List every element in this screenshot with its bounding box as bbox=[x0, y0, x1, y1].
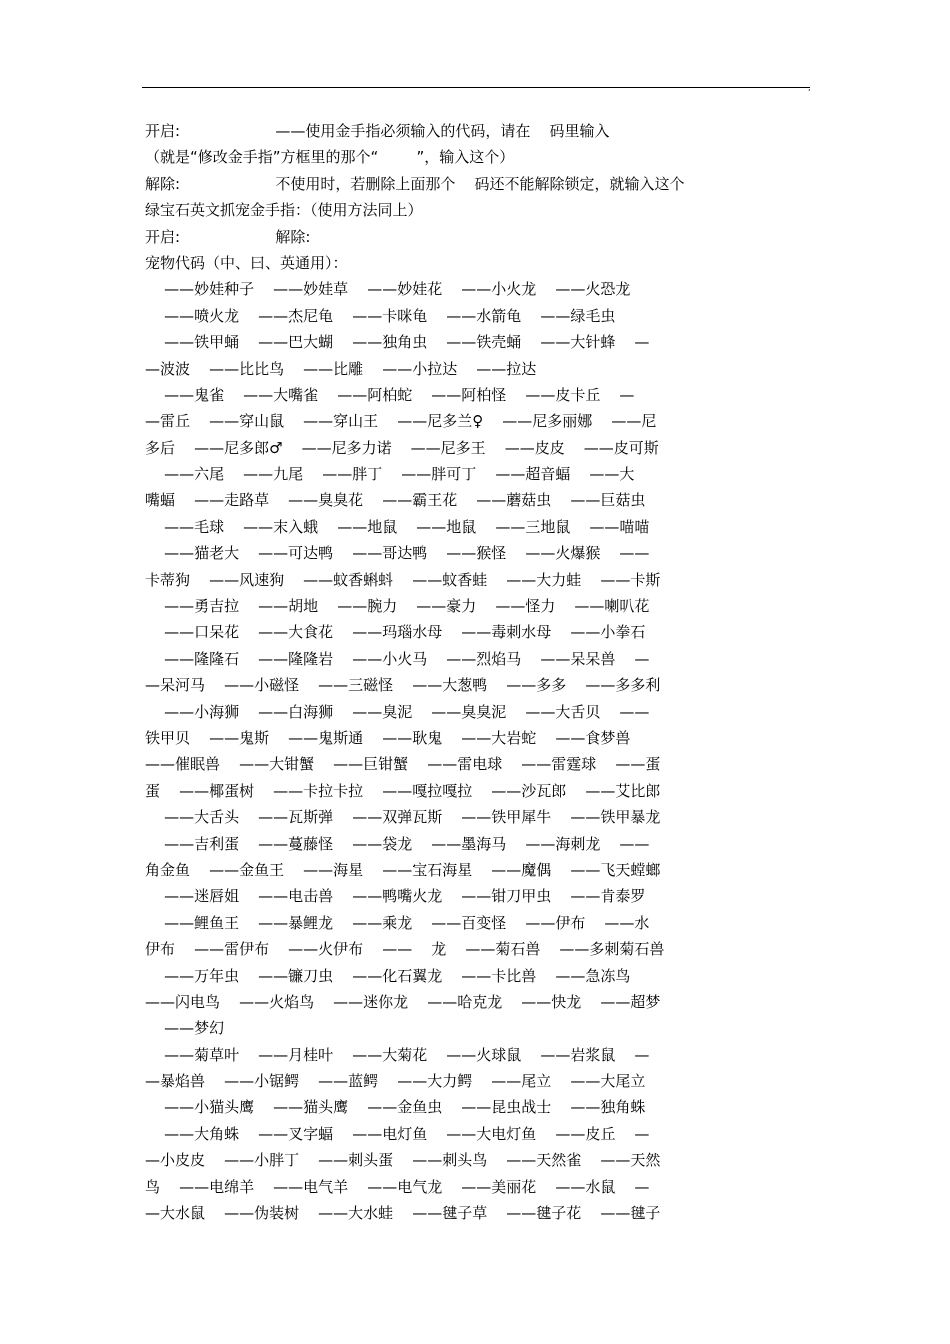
text-line-content: 蛋 ——椰蛋树 ——卡拉卡拉 ——嘎拉嘎拉 ——沙瓦郎 ——艾比郎 bbox=[145, 781, 661, 800]
text-line-content: 绿宝石英文抓宠金手指：（使用方法同上） bbox=[145, 201, 423, 220]
text-line-content: ——菊草叶 ——月桂叶 ——大菊花 ——火球鼠 ——岩浆鼠 — bbox=[145, 1045, 650, 1064]
text-line bbox=[145, 1068, 810, 1094]
text-line bbox=[145, 804, 810, 830]
text-line bbox=[145, 1147, 810, 1173]
text-line bbox=[145, 461, 810, 487]
text-line bbox=[145, 171, 810, 197]
text-line-content: 鸟 ——电绵羊 ——电气羊 ——电气龙 ——美丽花 ——水鼠 — bbox=[145, 1177, 650, 1196]
text-line-content: ——猫老大 ——可达鸭 ——哥达鸭 ——猴怪 ——火爆猴 —— bbox=[145, 544, 650, 563]
header-rule bbox=[142, 87, 810, 88]
text-line-content: ——小猫头鹰 ——猫头鹰 ——金鱼虫 ——昆虫战士 ——独角蛛 bbox=[145, 1098, 646, 1117]
text-line-content: 卡蒂狗 ——风速狗 ——蚊香蝌蚪 ——蚊香蛙 ——大力蛙 ——卡斯 bbox=[145, 570, 661, 589]
text-line bbox=[145, 197, 810, 223]
text-line-content: （就是“修改金手指”方框里的那个“ ”，输入这个） bbox=[145, 148, 515, 167]
text-line bbox=[145, 356, 810, 382]
text-line-content: 角金鱼 ——金鱼王 ——海星 ——宝石海星 ——魔偶 ——飞天螳螂 bbox=[145, 860, 661, 879]
text-line-content: ——隆隆石 ——隆隆岩 ——小火马 ——烈焰马 ——呆呆兽 — bbox=[145, 649, 650, 668]
text-line-content: 开启: ——使用金手指必须输入的代码，请在 码里输入 bbox=[145, 122, 610, 140]
text-line-content: 宠物代码（中、曰、英通用）： bbox=[145, 253, 348, 272]
text-line-content: 解除: 不使用时，若删除上面那个 码还不能解除锁定，就输入这个 bbox=[145, 174, 685, 193]
text-line bbox=[145, 989, 810, 1015]
text-line-content: ——勇吉拉 ——胡地 ——腕力 ——豪力 ——怪力 ——喇叭花 bbox=[145, 597, 650, 616]
text-line-content: ——鬼雀 ——大嘴雀 ——阿柏蛇 ——阿柏怪 ——皮卡丘 — bbox=[145, 385, 635, 404]
text-line bbox=[145, 118, 810, 144]
text-line bbox=[145, 567, 810, 593]
text-line-content: ——六尾 ——九尾 ——胖丁 ——胖可丁 ——超音蝠 ——大 bbox=[145, 465, 635, 484]
text-line-content: ——鲤鱼王 ——暴鲤龙 ——乘龙 ——百变怪 ——伊布 ——水 bbox=[145, 913, 650, 932]
text-line-content: 开启: 解除: bbox=[145, 227, 311, 246]
text-line-content: ——闪电鸟 ——火焰鸟 ——迷你龙 ——哈克龙 ——快龙 ——超梦 bbox=[145, 992, 661, 1011]
text-line bbox=[145, 751, 810, 777]
text-line bbox=[145, 725, 810, 751]
text-line bbox=[145, 593, 810, 619]
text-line bbox=[145, 619, 810, 645]
text-line bbox=[145, 435, 810, 461]
text-line bbox=[145, 1200, 810, 1226]
text-line bbox=[145, 487, 810, 513]
text-line bbox=[145, 1094, 810, 1120]
text-line-content: 铁甲贝 ——鬼斯 ——鬼斯通 ——耿鬼 ——大岩蛇 ——食梦兽 bbox=[145, 728, 631, 747]
text-line-content: —雷丘 ——穿山鼠 ——穿山王 ——尼多兰♀ ——尼多丽娜 ——尼 bbox=[145, 412, 657, 431]
header-rule-mark: , bbox=[808, 83, 811, 92]
text-line bbox=[145, 883, 810, 909]
text-line bbox=[145, 303, 810, 329]
text-line bbox=[145, 699, 810, 725]
text-line bbox=[145, 540, 810, 566]
text-line bbox=[145, 778, 810, 804]
text-line-content: ——迷唇姐 ——电击兽 ——鸭嘴火龙 ——钳刀甲虫 ——肯泰罗 bbox=[145, 887, 646, 906]
text-line bbox=[145, 329, 810, 355]
text-line-content: —大水鼠 ——伪装树 ——大水蛙 ——毽子草 ——毽子花 ——毽子 bbox=[145, 1204, 661, 1223]
text-line bbox=[145, 408, 810, 434]
text-line-content: ——万年虫 ——镰刀虫 ——化石翼龙 ——卡比兽 ——急冻鸟 bbox=[145, 966, 631, 985]
text-line bbox=[145, 514, 810, 540]
text-line bbox=[145, 382, 810, 408]
text-line-content: ——铁甲蛹 ——巴大蝴 ——独角虫 ——铁壳蛹 ——大针蜂 — bbox=[145, 333, 650, 352]
text-line-content: ——大舌头 ——瓦斯弹 ——双弹瓦斯 ——铁甲犀牛 ——铁甲暴龙 bbox=[145, 808, 661, 827]
text-line-content: ——吉利蛋 ——蔓藤怪 ——袋龙 ——墨海马 ——海刺龙 —— bbox=[145, 834, 650, 853]
text-line bbox=[145, 646, 810, 672]
text-line bbox=[145, 144, 810, 170]
text-line-content: 多后 ——尼多郎♂ ——尼多力诺 ——尼多王 ——皮皮 ——皮可斯 bbox=[145, 438, 659, 457]
text-line bbox=[145, 250, 810, 276]
text-line-content: 嘴蝠 ——走路草 ——臭臭花 ——霸王花 ——蘑菇虫 ——巨菇虫 bbox=[145, 491, 646, 510]
text-line bbox=[145, 1015, 810, 1041]
text-line bbox=[145, 910, 810, 936]
text-line-content: ——口呆花 ——大食花 ——玛瑙水母 ——毒刺水母 ——小拳石 bbox=[145, 623, 646, 642]
text-line bbox=[145, 224, 810, 250]
text-line-content: ——催眠兽 ——大钳蟹 ——巨钳蟹 ——雷电球 ——雷霆球 ——蛋 bbox=[145, 755, 661, 774]
text-line bbox=[145, 1121, 810, 1147]
text-line-content: —呆河马 ——小磁怪 ——三磁怪 ——大葱鸭 ——多多 ——多多利 bbox=[145, 676, 661, 695]
text-line-content: ——妙娃种子 ——妙娃草 ——妙娃花 ——小火龙 ——火恐龙 bbox=[145, 280, 631, 299]
text-line bbox=[145, 276, 810, 302]
text-line bbox=[145, 672, 810, 698]
text-line-content: ——毛球 ——末入蛾 ——地鼠 ——地鼠 ——三地鼠 ——喵喵 bbox=[145, 517, 650, 536]
text-line-content: —小皮皮 ——小胖丁 ——刺头蛋 ——刺头鸟 ——天然雀 ——天然 bbox=[145, 1151, 661, 1170]
text-line-content: ——喷火龙 ——杰尼龟 ——卡咪龟 ——水箭龟 ——绿毛虫 bbox=[145, 306, 616, 325]
text-line-content: —暴焰兽 ——小锯鳄 ——蓝鳄 ——大力鳄 ——尾立 ——大尾立 bbox=[145, 1072, 646, 1091]
text-line-content: 伊布 ——雷伊布 ——火伊布 —— 龙 ——菊石兽 ——多刺菊石兽 bbox=[145, 940, 665, 959]
text-line bbox=[145, 963, 810, 989]
text-line-content: ——小海狮 ——白海狮 ——臭泥 ——臭臭泥 ——大舌贝 —— bbox=[145, 702, 650, 721]
text-line-content: ——大角蛛 ——叉字蝠 ——电灯鱼 ——大电灯鱼 ——皮丘 — bbox=[145, 1124, 650, 1143]
text-line bbox=[145, 857, 810, 883]
text-line-content: ——梦幻 bbox=[145, 1019, 225, 1038]
document-body bbox=[145, 118, 810, 1226]
text-line bbox=[145, 1174, 810, 1200]
text-line bbox=[145, 1042, 810, 1068]
text-line bbox=[145, 936, 810, 962]
text-line bbox=[145, 831, 810, 857]
text-line-content: —波波 ——比比鸟 ——比雕 ——小拉达 ——拉达 bbox=[145, 359, 537, 378]
